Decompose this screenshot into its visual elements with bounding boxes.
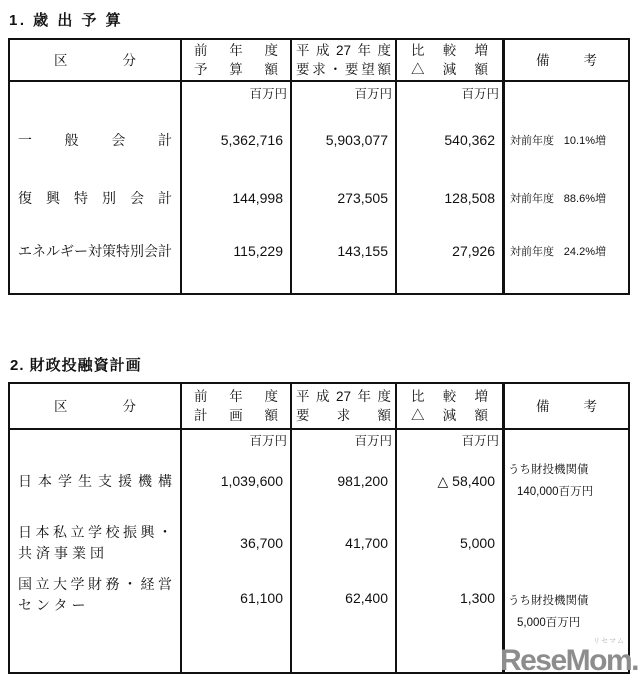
t2-diff-unit-label: 百万円 xyxy=(461,434,499,448)
t1-column-difference xyxy=(397,82,505,293)
t2-header-remarks-label: 備考 xyxy=(536,398,597,414)
t2-header-request-line2: 要求額 xyxy=(296,408,391,423)
t2-row3-plan-value: 61,100 xyxy=(240,590,283,606)
t1-row1-request-value: 5,903,077 xyxy=(325,132,388,148)
t1-row1-remark xyxy=(505,104,628,176)
t1-row3-remark xyxy=(505,220,628,282)
t2-category-unit-spacer xyxy=(10,430,180,450)
t1-request-unit-label: 百万円 xyxy=(354,87,392,101)
t2-header-prev-line2: 計画額 xyxy=(194,408,278,423)
t2-row3-diff-value: 1,300 xyxy=(459,590,495,606)
t2-row3-request-value: 62,400 xyxy=(345,590,388,606)
t2-row3-remark-line1: うち財投機関債 xyxy=(508,595,589,607)
t2-header-request-line1: 平成27年度 xyxy=(296,389,391,404)
t2-column-category xyxy=(10,430,182,672)
t2-row2-category xyxy=(10,512,180,574)
t1-header-prev-line2: 予算額 xyxy=(194,62,278,77)
t1-header-diff-line1: 比較増 xyxy=(411,43,488,58)
t1-row1-category-label: 一般会計 xyxy=(18,131,172,148)
t2-remarks-unit-spacer xyxy=(505,430,628,450)
t2-row1-diff-value: △ 58,400 xyxy=(437,472,495,489)
t1-row2-category xyxy=(10,176,180,220)
t2-header-prev-plan xyxy=(182,384,292,430)
t2-row2-category-line2: 共済事業団 xyxy=(18,545,108,561)
section-2-title: 2. 財政投融資計画 xyxy=(10,357,142,374)
t1-row3-category-label: エネルギー対策特別会計 xyxy=(18,242,172,259)
t2-column-difference xyxy=(397,430,505,672)
t2-column-prev-plan xyxy=(182,430,292,672)
t1-row2-request-value: 273,505 xyxy=(337,190,388,206)
t2-row1-remark-line1: うち財投機関債 xyxy=(508,464,589,476)
t2-header-remarks xyxy=(505,384,628,430)
expenditure-budget-table xyxy=(8,38,630,295)
t1-header-difference xyxy=(397,40,505,82)
t1-header-remarks xyxy=(505,40,628,82)
t1-row2-remark-percent: 88.6%増 xyxy=(563,193,606,205)
t1-row3-remark-label: 対前年度 xyxy=(510,246,554,258)
t2-row2-request-value: 41,700 xyxy=(345,535,388,551)
t2-row3-category-line1: 国立大学財務・経営 xyxy=(18,576,172,592)
t2-header-category xyxy=(10,384,182,430)
t1-header-request-line1: 平成27年度 xyxy=(296,43,391,58)
resemom-ruby-text: リセマム xyxy=(593,638,625,645)
t2-header-diff-line2: △減額 xyxy=(411,408,488,423)
t1-category-unit-spacer xyxy=(10,82,180,104)
t2-row3-category-line2: センター xyxy=(18,597,90,613)
t2-row2-category-line1: 日本私立学校振興・ xyxy=(18,524,172,540)
t1-column-remarks xyxy=(505,82,628,293)
t2-header-request xyxy=(292,384,397,430)
t2-row1-request-value: 981,200 xyxy=(337,473,388,489)
t2-row2-diff-value: 5,000 xyxy=(459,535,495,551)
t1-row1-diff-value: 540,362 xyxy=(444,132,495,148)
t1-row3-diff-value: 27,926 xyxy=(452,243,495,259)
t2-row1-plan-value: 1,039,600 xyxy=(220,473,283,489)
t1-row1-remark-label: 対前年度 xyxy=(510,135,554,147)
t1-row2-remark-label: 対前年度 xyxy=(510,193,554,205)
t1-column-category xyxy=(10,82,182,293)
fiscal-investment-loan-table xyxy=(8,382,630,674)
t1-header-category-label: 区分 xyxy=(54,52,136,68)
t1-header-request-line2: 要求・要望額 xyxy=(296,62,391,77)
t1-row3-prev-value: 115,229 xyxy=(233,243,283,259)
t1-row1-remark-percent: 10.1%増 xyxy=(563,135,606,147)
t2-row2-remark xyxy=(505,512,628,574)
t1-row1-prev-value: 5,362,716 xyxy=(220,132,283,148)
t2-prev-unit-label: 百万円 xyxy=(249,434,287,448)
t1-header-diff-line2: △減額 xyxy=(411,62,488,77)
t2-header-prev-line1: 前年度 xyxy=(194,389,278,404)
t1-row1-category xyxy=(10,104,180,176)
t2-request-unit-label: 百万円 xyxy=(354,434,392,448)
t1-remarks-unit-spacer xyxy=(505,82,628,104)
t2-row1-category-line1: 日本学生支援機構 xyxy=(18,472,172,489)
t2-row3-category xyxy=(10,574,180,670)
t1-diff-unit-label: 百万円 xyxy=(461,87,499,101)
t1-row3-remark-percent: 24.2%増 xyxy=(563,246,606,258)
t2-row1-remark-line2: 140,000百万円 xyxy=(517,486,594,498)
t2-header-category-label: 区分 xyxy=(54,398,136,414)
t1-header-request xyxy=(292,40,397,82)
t1-row3-request-value: 143,155 xyxy=(337,243,388,259)
t1-header-prev-line1: 前年度 xyxy=(194,43,278,58)
t1-row2-remark xyxy=(505,176,628,220)
t1-header-remarks-label: 備考 xyxy=(536,52,597,68)
t1-column-request xyxy=(292,82,397,293)
t1-row2-prev-value: 144,998 xyxy=(232,190,283,206)
resemom-watermark xyxy=(500,636,638,678)
t2-row3-remark-line2: 5,000百万円 xyxy=(517,617,581,629)
t2-column-request xyxy=(292,430,397,672)
t1-prev-unit-label: 百万円 xyxy=(249,87,287,101)
t1-header-prev-budget xyxy=(182,40,292,82)
resemom-logo-text: ReseMom. xyxy=(499,644,638,677)
t2-row2-plan-value: 36,700 xyxy=(240,535,283,551)
t2-header-difference xyxy=(397,384,505,430)
t2-row1-category xyxy=(10,450,180,512)
t1-row2-category-label: 復興特別会計 xyxy=(18,189,172,206)
t2-row1-remark xyxy=(505,450,628,512)
section-1-title: 1. 歳 出 予 算 xyxy=(9,12,124,29)
t1-row3-category xyxy=(10,220,180,282)
t1-row2-diff-value: 128,508 xyxy=(444,190,495,206)
t1-header-category xyxy=(10,40,182,82)
t1-column-prev-budget xyxy=(182,82,292,293)
t2-header-diff-line1: 比較増 xyxy=(411,389,488,404)
